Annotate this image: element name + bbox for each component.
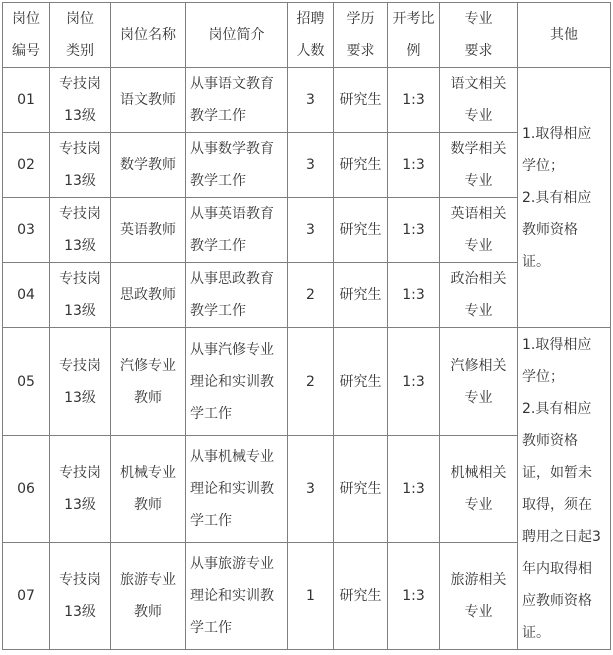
post-id: 05 xyxy=(3,328,50,436)
post-category xyxy=(50,328,111,436)
header-text: 要求 xyxy=(346,43,375,59)
exam-ratio: 1:3 xyxy=(388,263,440,328)
education-requirement: 研究生 xyxy=(334,436,388,543)
post-description-line: 从事语文教育 xyxy=(190,76,274,92)
post-category xyxy=(50,263,111,328)
post-id: 01 xyxy=(3,68,50,133)
post-category-line: 专技岗 xyxy=(59,76,101,92)
post-name xyxy=(111,263,186,328)
post-name xyxy=(111,436,186,543)
post-description-line: 学工作 xyxy=(190,405,232,422)
hire-count: 2 xyxy=(288,263,334,328)
major-requirement-line: 专业 xyxy=(464,497,493,513)
hire-count: 3 xyxy=(288,436,334,543)
other-requirements-line: 2.具有相应 xyxy=(522,189,592,206)
post-id: 02 xyxy=(3,133,50,198)
major-requirement-line: 机械相关 xyxy=(450,465,507,481)
other-requirements-line: 证。 xyxy=(522,624,550,641)
post-category-line: 13级 xyxy=(64,173,96,189)
major-requirement-line: 语文相关 xyxy=(450,76,507,92)
major-requirement xyxy=(440,328,518,436)
education-requirement: 研究生 xyxy=(334,328,388,436)
hire-count: 1 xyxy=(288,543,334,650)
recruitment-table xyxy=(2,2,611,650)
header-text: 要求 xyxy=(464,43,493,59)
other-requirements-line: 教师资格 xyxy=(522,432,578,449)
post-id: 03 xyxy=(3,198,50,263)
post-description-line: 从事英语教育 xyxy=(190,206,274,222)
other-requirements-line: 2.具有相应 xyxy=(522,400,592,417)
post-description-line: 从事旅游专业 xyxy=(190,556,274,572)
other-requirements-line: 应教师资格 xyxy=(522,592,592,609)
header-text: 编号 xyxy=(12,43,40,59)
post-description-line: 理论和实训教 xyxy=(190,481,274,497)
hire-count: 2 xyxy=(288,328,334,436)
post-name xyxy=(111,198,186,263)
header-id xyxy=(3,3,50,68)
post-description xyxy=(186,543,288,650)
post-description-line: 从事汽修专业 xyxy=(190,341,274,358)
header-description xyxy=(186,3,288,68)
other-requirements xyxy=(518,328,611,650)
post-description-line: 教学工作 xyxy=(190,238,246,254)
post-category-line: 专技岗 xyxy=(59,572,101,588)
major-requirement-line: 专业 xyxy=(464,303,493,319)
post-id: 07 xyxy=(3,543,50,650)
major-requirement-line: 专业 xyxy=(464,173,493,189)
education-requirement: 研究生 xyxy=(334,543,388,650)
post-description xyxy=(186,436,288,543)
post-description xyxy=(186,68,288,133)
exam-ratio: 1:3 xyxy=(388,68,440,133)
post-description xyxy=(186,198,288,263)
major-requirement-line: 专业 xyxy=(464,604,493,620)
major-requirement-line: 政治相关 xyxy=(450,271,507,287)
education-requirement: 研究生 xyxy=(334,198,388,263)
post-description-line: 学工作 xyxy=(190,620,232,636)
header-text: 岗位简介 xyxy=(208,27,265,43)
post-name-line: 英语教师 xyxy=(120,222,176,238)
table-row xyxy=(3,68,611,133)
education-requirement: 研究生 xyxy=(334,133,388,198)
major-requirement-line: 汽修相关 xyxy=(450,357,507,374)
post-category-line: 13级 xyxy=(64,238,96,254)
header-text: 专业 xyxy=(464,11,493,27)
post-name-line: 教师 xyxy=(134,604,162,620)
post-category xyxy=(50,543,111,650)
post-category-line: 专技岗 xyxy=(59,141,101,157)
header-text: 招聘 xyxy=(296,11,325,27)
other-requirements-line: 证，如暂未 xyxy=(522,464,592,481)
post-name-line: 教师 xyxy=(134,497,162,513)
header-count xyxy=(288,3,334,68)
header-ratio xyxy=(388,3,440,68)
exam-ratio: 1:3 xyxy=(388,543,440,650)
post-name-line: 教师 xyxy=(134,389,162,406)
other-requirements-line: 证。 xyxy=(522,253,550,270)
other-requirements-line: 聘用之日起3 xyxy=(522,528,601,545)
post-description-line: 教学工作 xyxy=(190,173,246,189)
hire-count: 3 xyxy=(288,133,334,198)
header-education xyxy=(334,3,388,68)
major-requirement xyxy=(440,543,518,650)
post-name xyxy=(111,133,186,198)
post-category xyxy=(50,68,111,133)
post-name-line: 汽修专业 xyxy=(120,357,176,374)
post-name-line: 思政教师 xyxy=(120,287,176,303)
post-description xyxy=(186,328,288,436)
post-name-line: 数学教师 xyxy=(120,157,176,173)
other-requirements-line: 取得，须在 xyxy=(522,496,592,513)
post-name-line: 机械专业 xyxy=(120,465,176,481)
exam-ratio: 1:3 xyxy=(388,436,440,543)
post-description xyxy=(186,133,288,198)
post-category-line: 13级 xyxy=(64,303,96,319)
header-text: 学历 xyxy=(346,11,375,27)
header-major xyxy=(440,3,518,68)
major-requirement-line: 专业 xyxy=(464,238,493,254)
education-requirement: 研究生 xyxy=(334,68,388,133)
post-name xyxy=(111,328,186,436)
other-requirements-line: 1.取得相应 xyxy=(522,125,592,142)
post-category xyxy=(50,198,111,263)
header-text: 岗位 xyxy=(12,11,40,27)
post-category-line: 13级 xyxy=(64,497,96,513)
post-category xyxy=(50,133,111,198)
table-row xyxy=(3,328,611,436)
header-text: 岗位名称 xyxy=(120,27,176,43)
hire-count: 3 xyxy=(288,68,334,133)
major-requirement-line: 专业 xyxy=(464,389,493,406)
major-requirement xyxy=(440,263,518,328)
post-description-line: 从事思政教育 xyxy=(190,271,274,287)
other-requirements-line: 学位； xyxy=(522,157,564,174)
post-name xyxy=(111,543,186,650)
other-requirements-line: 学位； xyxy=(522,368,564,385)
hire-count: 3 xyxy=(288,198,334,263)
major-requirement xyxy=(440,436,518,543)
other-requirements-line: 教师资格 xyxy=(522,221,578,238)
header-text: 例 xyxy=(406,43,421,59)
post-description-line: 理论和实训教 xyxy=(190,373,274,390)
other-requirements-line: 年内取得相 xyxy=(522,560,592,577)
post-category-line: 专技岗 xyxy=(59,465,101,481)
post-description-line: 从事数学教育 xyxy=(190,141,274,157)
header-other xyxy=(518,3,611,68)
exam-ratio: 1:3 xyxy=(388,198,440,263)
major-requirement-line: 英语相关 xyxy=(450,206,507,222)
post-description-line: 理论和实训教 xyxy=(190,588,274,604)
post-category xyxy=(50,436,111,543)
post-description-line: 教学工作 xyxy=(190,303,246,319)
other-requirements-line: 1.取得相应 xyxy=(522,336,592,353)
header-text: 人数 xyxy=(296,43,325,59)
header-category xyxy=(50,3,111,68)
post-category-line: 13级 xyxy=(64,108,96,124)
post-id: 06 xyxy=(3,436,50,543)
header-text: 开考比 xyxy=(392,11,435,27)
post-category-line: 专技岗 xyxy=(59,271,101,287)
post-id: 04 xyxy=(3,263,50,328)
header-row xyxy=(3,3,611,68)
exam-ratio: 1:3 xyxy=(388,328,440,436)
post-category-line: 专技岗 xyxy=(59,206,101,222)
major-requirement xyxy=(440,68,518,133)
header-text: 类别 xyxy=(66,43,94,59)
header-name xyxy=(111,3,186,68)
header-text: 其他 xyxy=(550,27,578,43)
post-category-line: 专技岗 xyxy=(59,357,101,374)
post-name xyxy=(111,68,186,133)
post-name-line: 旅游专业 xyxy=(120,572,176,588)
post-description-line: 教学工作 xyxy=(190,108,246,124)
exam-ratio: 1:3 xyxy=(388,133,440,198)
post-description-line: 从事机械专业 xyxy=(190,449,274,465)
post-name-line: 语文教师 xyxy=(120,92,176,108)
header-text: 岗位 xyxy=(66,11,94,27)
major-requirement-line: 专业 xyxy=(464,108,493,124)
education-requirement: 研究生 xyxy=(334,263,388,328)
post-category-line: 13级 xyxy=(64,604,96,620)
major-requirement-line: 数学相关 xyxy=(450,141,507,157)
other-requirements xyxy=(518,68,611,328)
post-category-line: 13级 xyxy=(64,389,96,406)
major-requirement xyxy=(440,133,518,198)
post-description xyxy=(186,263,288,328)
major-requirement-line: 旅游相关 xyxy=(450,572,507,588)
post-description-line: 学工作 xyxy=(190,513,232,529)
major-requirement xyxy=(440,198,518,263)
